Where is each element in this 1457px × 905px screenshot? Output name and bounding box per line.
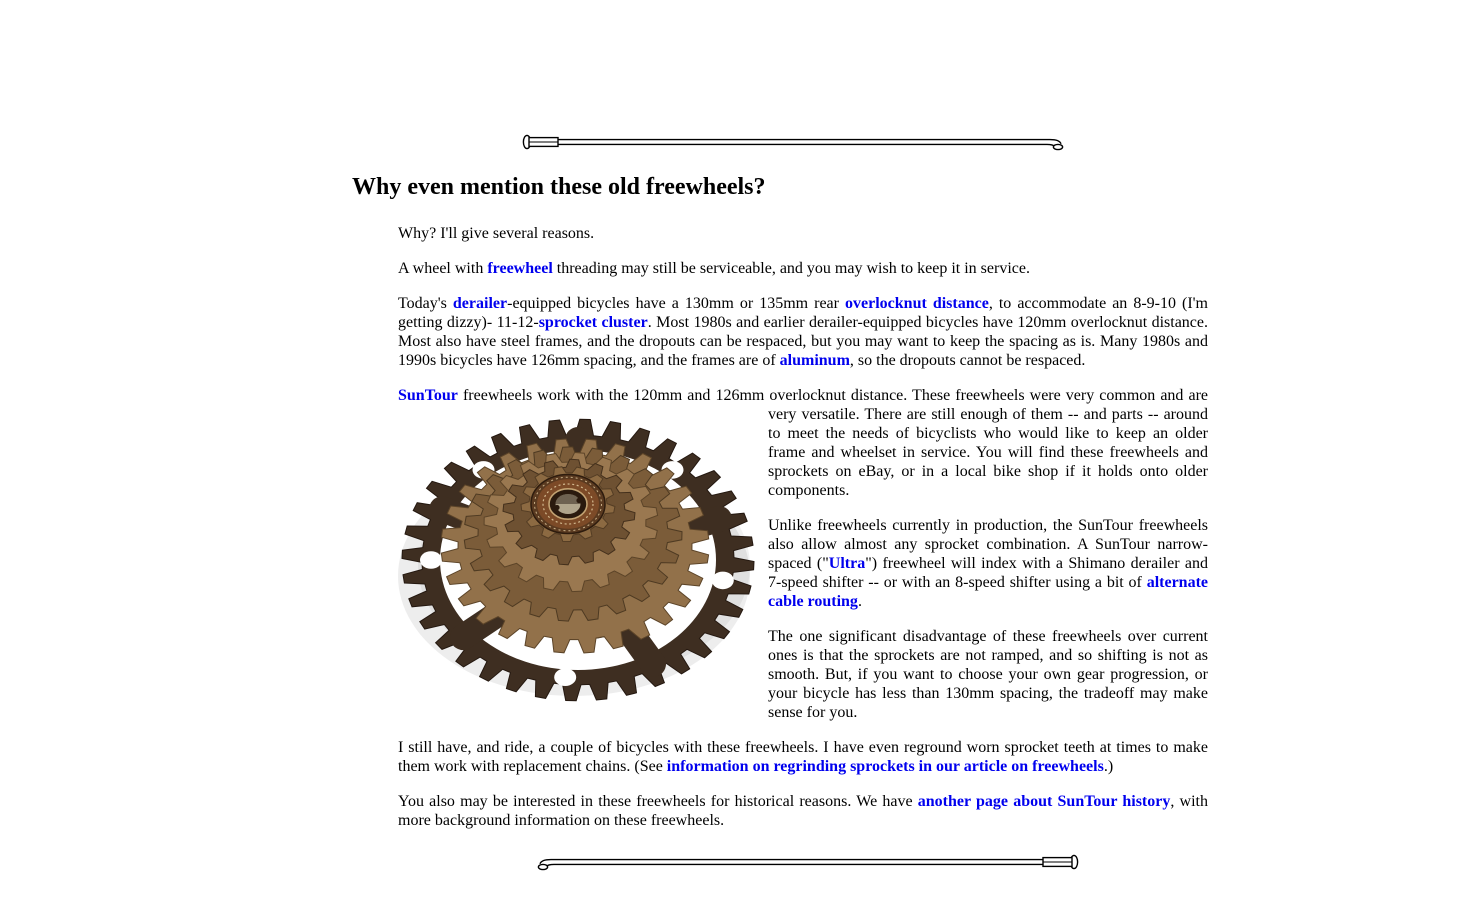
spoke-divider-top-icon	[520, 133, 1080, 151]
link-alternate-cable-routing[interactable]: alternate cable routing	[768, 573, 1208, 610]
text-run: , with more background information on these freewheels.	[398, 792, 1209, 829]
text-run: threading may still be serviceable, and you may wish to keep it in service.	[552, 259, 1030, 277]
link-another-page-about-suntour[interactable]: another page about SunTour history	[917, 792, 1171, 810]
link-aluminum[interactable]: aluminum	[779, 351, 850, 369]
link-information-on-regrinding-sprockets[interactable]: information on regrinding sprockets in our article on freewheels	[666, 757, 1104, 775]
page-title: Why even mention these old freewheels?	[352, 174, 766, 200]
paragraph	[398, 738, 1208, 776]
text-run: -equipped bicycles have a 130mm or 135mm rear	[507, 294, 846, 312]
text-run: .	[857, 592, 862, 610]
article-body	[398, 224, 1208, 830]
paragraph	[398, 224, 1208, 243]
text-run: , so the dropouts cannot be respaced.	[849, 351, 1086, 369]
link-freewheel[interactable]: freewheel	[487, 259, 553, 277]
paragraph	[398, 259, 1208, 278]
link-suntour[interactable]: SunTour	[398, 386, 458, 404]
link-ultra[interactable]: Ultra	[828, 554, 866, 572]
text-run: The one significant disadvantage of these freewheels over current ones is that the sprockets are not ramped, and so shifting is not as smooth. But, if you want to choose your own gear progression, or your bicycle has less than 130mm spacing, the tradeoff may make sense for you.	[768, 627, 1208, 721]
link-derailer[interactable]: derailer	[452, 294, 508, 312]
spoke-rule-graphic	[520, 133, 1080, 151]
text-run: .)	[1103, 757, 1114, 775]
text-run: very versatile. There are still enough of them -- and parts -- around to meet the needs of bicyclists who would like to keep an older frame and wheelset in service. You will find these freewheels and sprockets on eBay, or in a local bike shop if it holds onto older components.	[768, 405, 1208, 499]
text-run: You also may be interested in these freewheels for historical reasons. We have	[398, 792, 918, 810]
text-run: Unlike freewheels currently in production, the SunTour freewheels also allow almost any sprocket combination. A SunTour narrow-spaced ("	[768, 516, 1208, 572]
text-run: freewheels work with the 120mm and 126mm overlocknut distance. These freewheels were very common and are	[457, 386, 1208, 404]
spoke-divider-bottom-icon	[521, 853, 1081, 871]
text-run: ") freewheel will index with a Shimano derailer and 7-speed shifter -- or with an 8-speed shifter using a bit of	[768, 554, 1209, 591]
text-run: , to accommodate an 8-9-10 (I'm getting dizzy)- 11-12-	[398, 294, 1209, 331]
text-run: A wheel with	[398, 259, 488, 277]
link-overlocknut-distance[interactable]: overlocknut distance	[845, 294, 989, 312]
text-run: Today's	[398, 294, 453, 312]
spoke-rule-graphic	[521, 853, 1081, 871]
text-run: Why? I'll give several reasons.	[398, 224, 595, 242]
suntour-freewheel-sprocket-cluster-photo	[398, 410, 758, 702]
paragraph	[398, 792, 1208, 830]
paragraph	[398, 294, 1208, 370]
paragraph	[398, 386, 1208, 500]
text-run: . Most 1980s and earlier derailer-equipped bicycles have 120mm overlocknut distance. Most also have steel frames, and the dropouts can be respaced, but you may want to keep the spacing as is. Many 1980s and 1990s bicycles have 126mm spacing, and the frames are of	[398, 313, 1208, 369]
article-content	[352, 174, 1212, 846]
text-run: I still have, and ride, a couple of bicycles with these freewheels. I have even reground worn sprocket teeth at times to make them work with replacement chains. (See	[398, 738, 1208, 775]
link-sprocket-cluster[interactable]: sprocket cluster	[538, 313, 648, 331]
